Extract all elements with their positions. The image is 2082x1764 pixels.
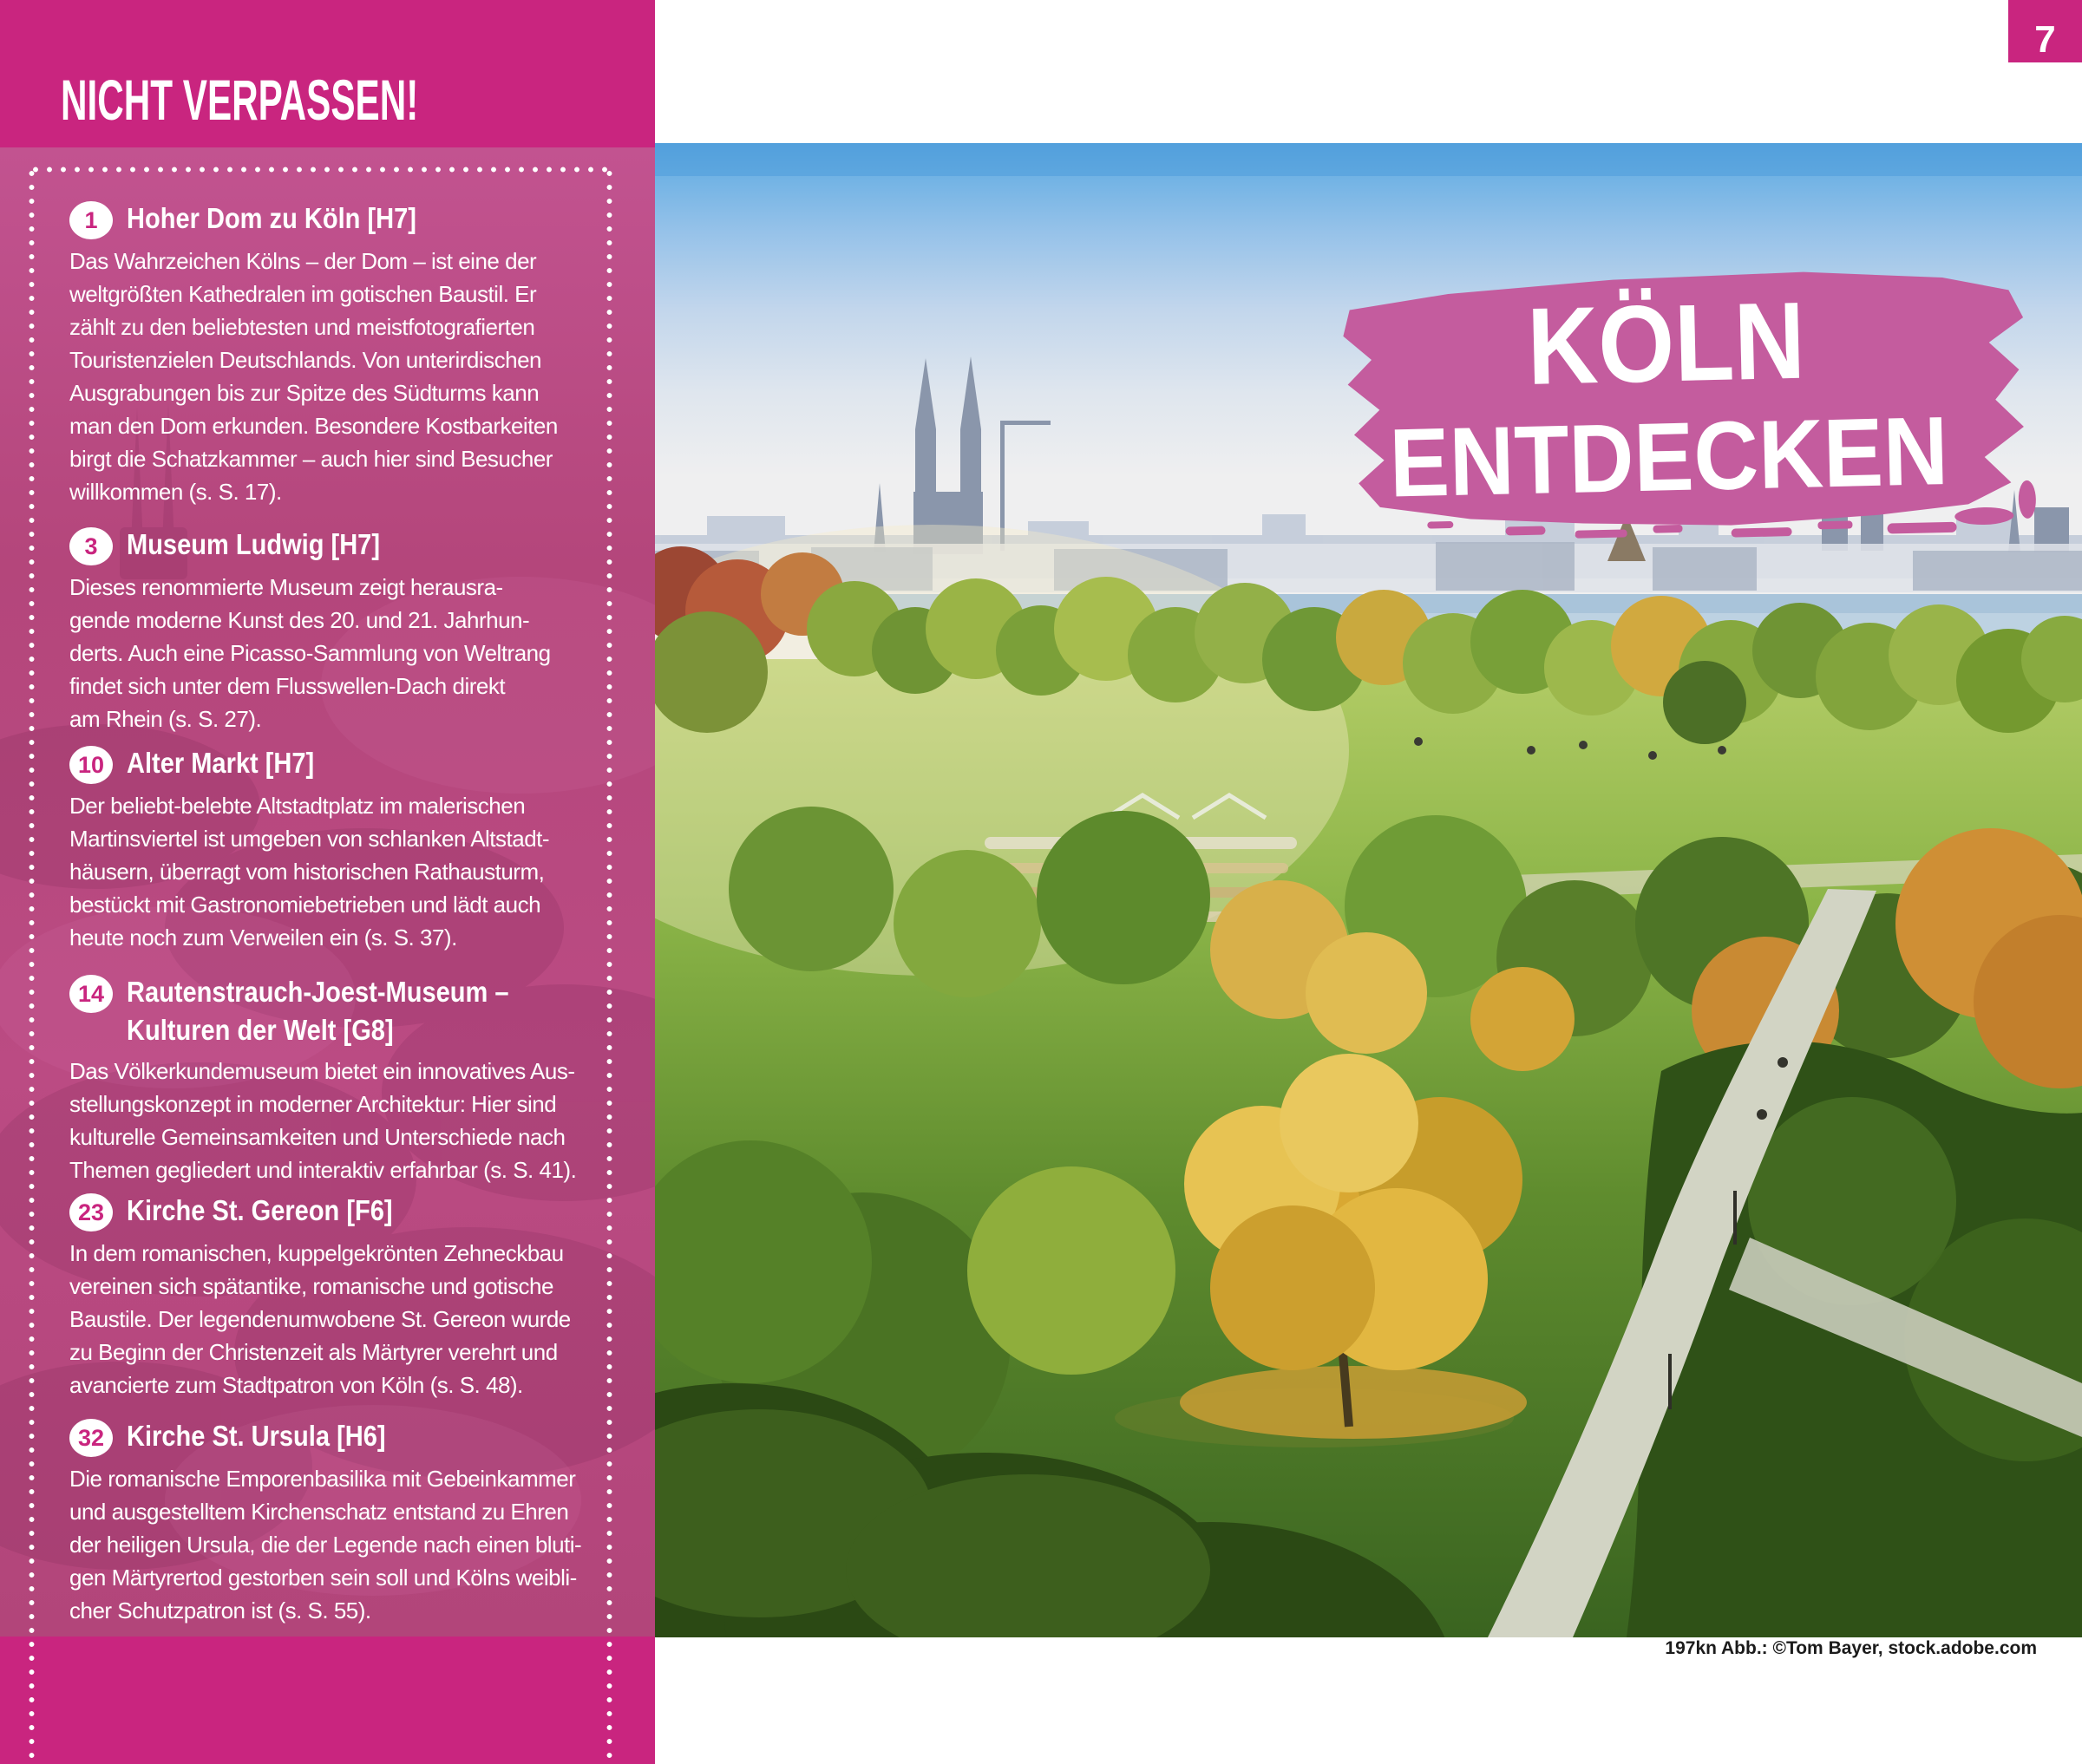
poi-number-badge: 10 <box>69 746 113 784</box>
poi-title: Museum Ludwig [H7] <box>127 528 381 560</box>
poi-description: Dieses renommierte Museum zeigt herausra- gende moderne Kunst des 20. und 21. Jahrhun- derts. Auch eine Picasso-Sammlung von Weltrang findet sich unter dem Flusswellen-Dach direkt am Rhein (s. S. 27). <box>69 574 551 732</box>
page-number-tab <box>2008 0 2082 62</box>
brush-stroke <box>1317 241 2038 549</box>
list-item <box>69 199 600 508</box>
poi-description: In dem romanischen, kuppelgekrönten Zehneckbau vereinen sich spätantike, romanische und gotische Baustile. Der legendenumwobene St. Gereon wurde zu Beginn der Christenzeit als Märtyrer verehrt und avancierte zum Stadtpatron von Köln (s. S. 48). <box>69 1240 571 1398</box>
poi-number-badge: 23 <box>69 1193 113 1232</box>
list-item <box>69 1192 600 1401</box>
title-banner <box>1317 241 2038 549</box>
list-item <box>69 744 600 954</box>
poi-description: Die romanische Emporenbasilika mit Gebeinkammer und ausgestelltem Kirchenschatz entstand zu Ehren der heiligen Ursula, die der Legende nach einen bluti- gen Märtyrertod gestorben sein soll und Kölns weibli- cher Schutzpatron ist (s. S. 55). <box>69 1466 582 1624</box>
sidebar-panel <box>0 0 655 1764</box>
poi-title: Alter Markt [H7] <box>127 747 315 779</box>
list-item <box>69 1417 600 1627</box>
poi-description: Das Völkerkundemuseum bietet ein innovatives Aus- stellungskonzept in moderner Architektur: Hier sind kulturelle Gemeinsamkeiten und Unterschiede nach Themen gegliedert und interaktiv erfahrbar (s. S. 41). <box>69 1058 577 1183</box>
poi-title: Kirche St. Ursula [H6] <box>127 1420 386 1452</box>
banner-line2: ENTDECKEN <box>1388 395 1995 518</box>
list-item <box>69 526 600 735</box>
dotted-border-left <box>29 167 35 1764</box>
poi-number-badge: 1 <box>69 201 113 239</box>
dotted-border-top <box>29 167 612 173</box>
poi-number-badge: 14 <box>69 975 113 1013</box>
banner-line1: KÖLN <box>1526 278 1839 408</box>
list-item <box>69 973 600 1186</box>
page-title: NICHT VERPASSEN! <box>61 68 419 132</box>
poi-title: Hoher Dom zu Köln [H7] <box>127 202 416 234</box>
poi-description: Das Wahrzeichen Kölns – der Dom – ist eine der weltgrößten Kathedralen im gotischen Baustil. Er zählt zu den beliebtesten und meistfotografierten Touristenzielen Deutschlands. Von unterirdischen Ausgrabungen bis zur Spitze des Südturms kann man den Dom erkunden. Besondere Kostbarkeiten birgt die Schatzkammer – auch hier sind Besucher willkommen (s. S. 17). <box>69 248 558 505</box>
dotted-border-right <box>606 167 612 1764</box>
poi-title: Kirche St. Gereon [F6] <box>127 1194 393 1226</box>
poi-description: Der beliebt-belebte Altstadtplatz im malerischen Martinsviertel ist umgeben von schlanken Altstadt- häusern, überragt vom historischen Rathausturm, bestückt mit Gastronomiebetrieben und lädt auch heute noch zum Verweilen ein (s. S. 37). <box>69 793 550 951</box>
poi-number-badge: 32 <box>69 1419 113 1457</box>
poi-number-badge: 3 <box>69 527 113 565</box>
photo-credit: 197kn Abb.: ©Tom Bayer, stock.adobe.com <box>1665 1638 2037 1658</box>
poi-title: Rautenstrauch-Joest-Museum – Kulturen der Welt [G8] <box>127 976 509 1046</box>
page-number: 7 <box>2034 18 2056 61</box>
sidebar-footer-band <box>0 1637 655 1764</box>
